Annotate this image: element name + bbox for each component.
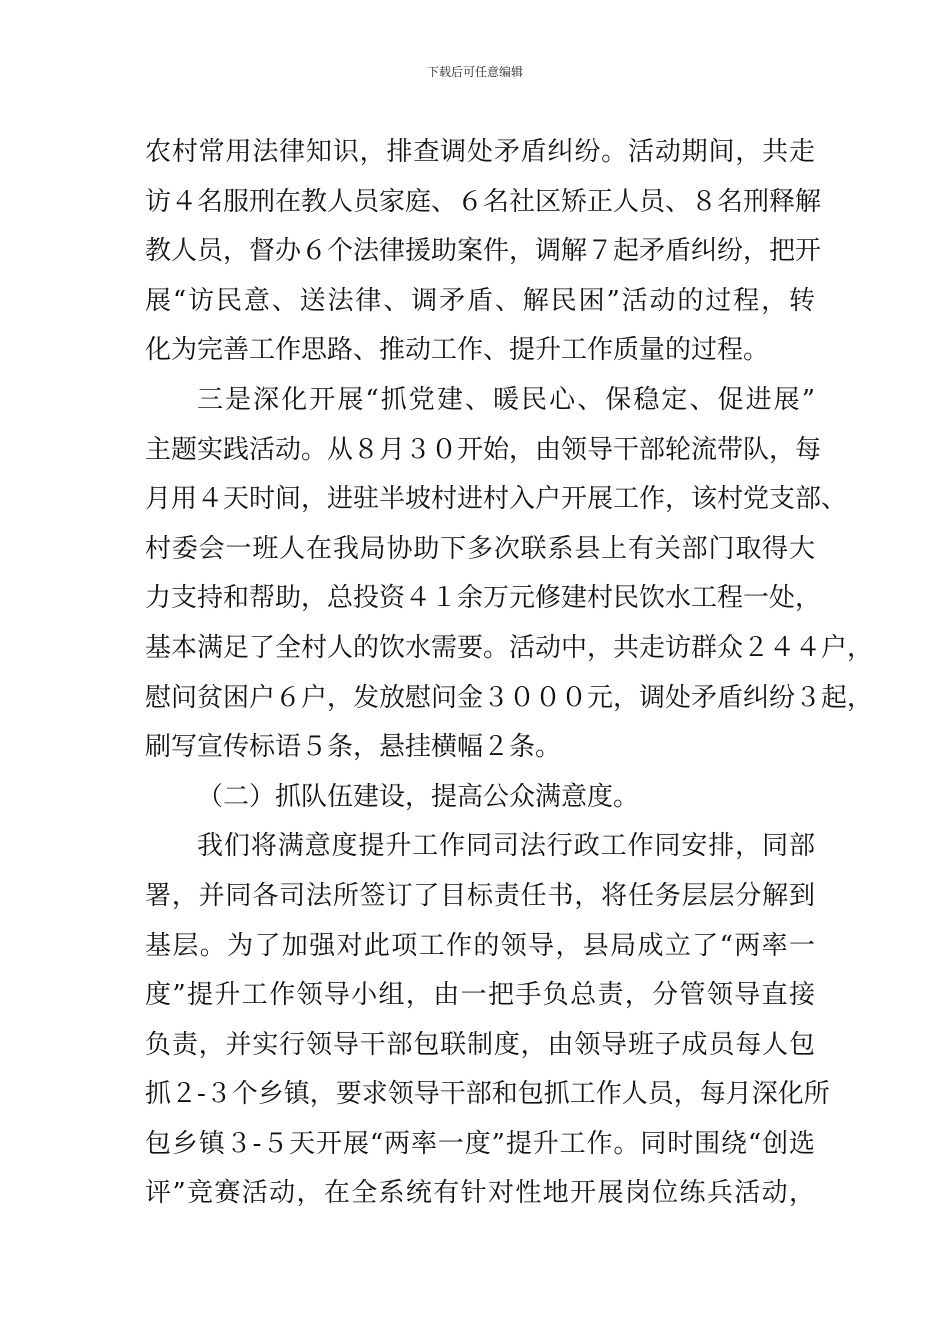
- text-line: 慰问贫困户６户，发放慰问金３０００元，调处矛盾纠纷３起，: [145, 682, 874, 713]
- text-line: 包乡镇３-５天开展“两率一度”提升工作。同时围绕“创选: [145, 1128, 815, 1159]
- text-line: 评”竞赛活动，在全系统有针对性地开展岗位练兵活动，: [145, 1178, 815, 1209]
- text-line: 基层。为了加强对此项工作的领导，县局成立了“两率一: [145, 930, 815, 961]
- text-line: 基本满足了全村人的饮水需要。活动中，共走访群众２４４户，: [145, 632, 874, 663]
- text-line: 化为完善工作思路、推动工作、提升工作质量的过程。: [145, 335, 770, 366]
- document-body: [145, 128, 874, 1219]
- text-line: 展“访民意、送法律、调矛盾、解民困”活动的过程，转: [145, 285, 815, 316]
- text-line: 负责，并实行领导干部包联制度，由领导班子成员每人包: [145, 1029, 815, 1060]
- page-header: 下载后可任意编辑: [426, 65, 523, 79]
- text-line: 度”提升工作领导小组，由一把手负总责，分管领导直接: [145, 980, 815, 1011]
- text-line: 农村常用法律知识，排查调处矛盾纠纷。活动期间，共走: [145, 137, 815, 167]
- text-line: 署，并同各司法所签订了目标责任书，将任务层层分解到: [145, 880, 815, 911]
- text-line: 力支持和帮助，总投资４１余万元修建村民饮水工程一处，: [145, 583, 822, 614]
- text-line: 访４名服刑在教人员家庭、６名社区矫正人员、８名刑释解: [145, 186, 822, 217]
- text-line: 刷写宣传标语５条，悬挂横幅２条。: [145, 732, 562, 763]
- text-line: 月用４天时间，进驻半坡村进村入户开展工作，该村党支部、: [145, 484, 848, 515]
- paragraph-first-line: 三是深化开展“抓党建、暖民心、保稳定、促进展”: [197, 384, 815, 415]
- paragraph-first-line: 我们将满意度提升工作同司法行政工作同安排，同部: [197, 831, 815, 862]
- text-line: 抓２-３个乡镇，要求领导干部和包抓工作人员，每月深化所: [145, 1079, 830, 1110]
- text-line: 教人员，督办６个法律援助案件，调解７起矛盾纠纷，把开: [145, 236, 822, 267]
- text-line: 主题实践活动。从８月３０开始，由领导干部轮流带队，每: [145, 434, 822, 465]
- section-heading: （二）抓队伍建设，提高公众满意度。: [197, 781, 640, 812]
- text-line: 村委会一班人在我局协助下多次联系县上有关部门取得大: [145, 533, 815, 564]
